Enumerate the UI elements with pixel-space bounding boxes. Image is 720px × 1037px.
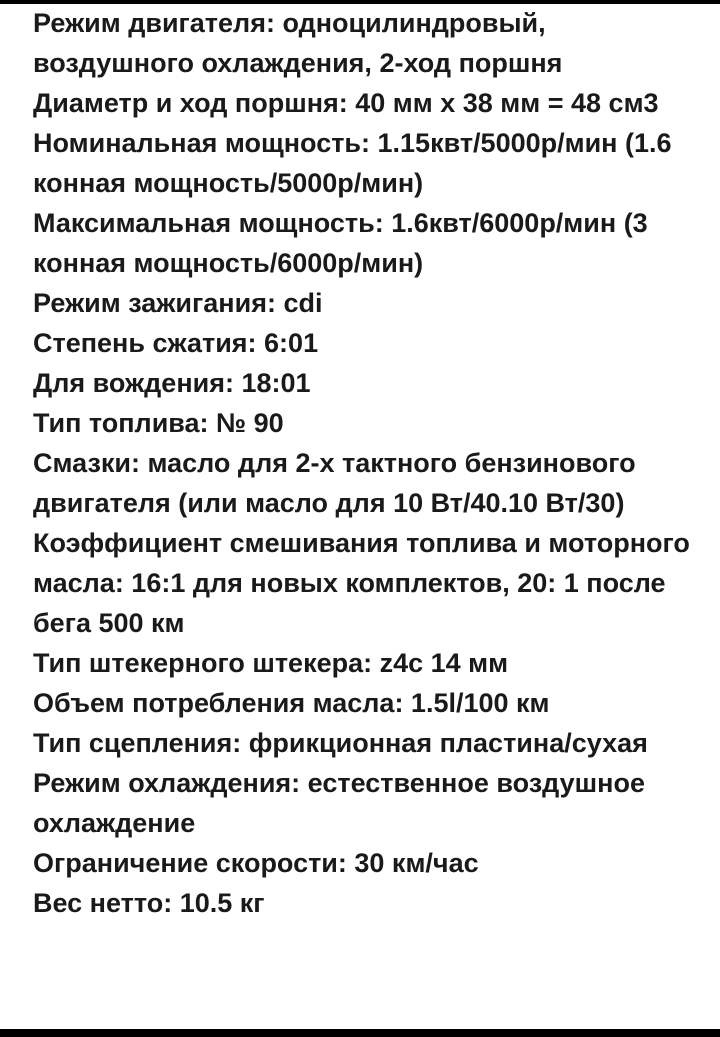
spec-compression-ratio: Степень сжатия: 6:01: [33, 328, 319, 358]
spec-mix-ratio: Коэффициент смешивания топлива и моторного масла: 16:1 для новых комплектов, 20: 1 после бега 500 км: [33, 528, 690, 638]
spec-ignition: Режим зажигания: cdi: [33, 288, 323, 318]
spec-fuel-type: Тип топлива: № 90: [33, 408, 284, 438]
spec-speed-limit: Ограничение скорости: 30 км/час: [33, 848, 479, 878]
spec-lubrication: Смазки: масло для 2-х тактного бензинового двигателя (или масло для 10 Вт/40.10 Вт/30): [33, 448, 636, 518]
spec-oil-consumption: Объем потребления масла: 1.5l/100 км: [33, 688, 550, 718]
spec-bore-stroke: Диаметр и ход поршня: 40 мм х 38 мм = 48 см3: [33, 88, 659, 118]
spec-net-weight: Вес нетто: 10.5 кг: [33, 888, 265, 918]
spec-spark-plug: Тип штекерного штекера: z4c 14 мм: [33, 648, 509, 678]
spec-cooling-mode: Режим охлаждения: естественное воздушное охлаждение: [33, 768, 645, 838]
bottom-edge-border: [0, 1029, 720, 1037]
spec-drive-ratio: Для вождения: 18:01: [33, 368, 311, 398]
spec-clutch-type: Тип сцепления: фрикционная пластина/сухая: [33, 728, 648, 758]
spec-engine-mode: Режим двигателя: одноцилиндровый, воздушного охлаждения, 2-ход поршня: [33, 8, 563, 78]
spec-max-power: Максимальная мощность: 1.6квт/6000р/мин (3 конная мощность/6000р/мин): [33, 208, 648, 278]
spec-rated-power: Номинальная мощность: 1.15квт/5000р/мин (1.6 конная мощность/5000р/мин): [33, 128, 672, 198]
spec-text-block: [33, 3, 708, 1029]
